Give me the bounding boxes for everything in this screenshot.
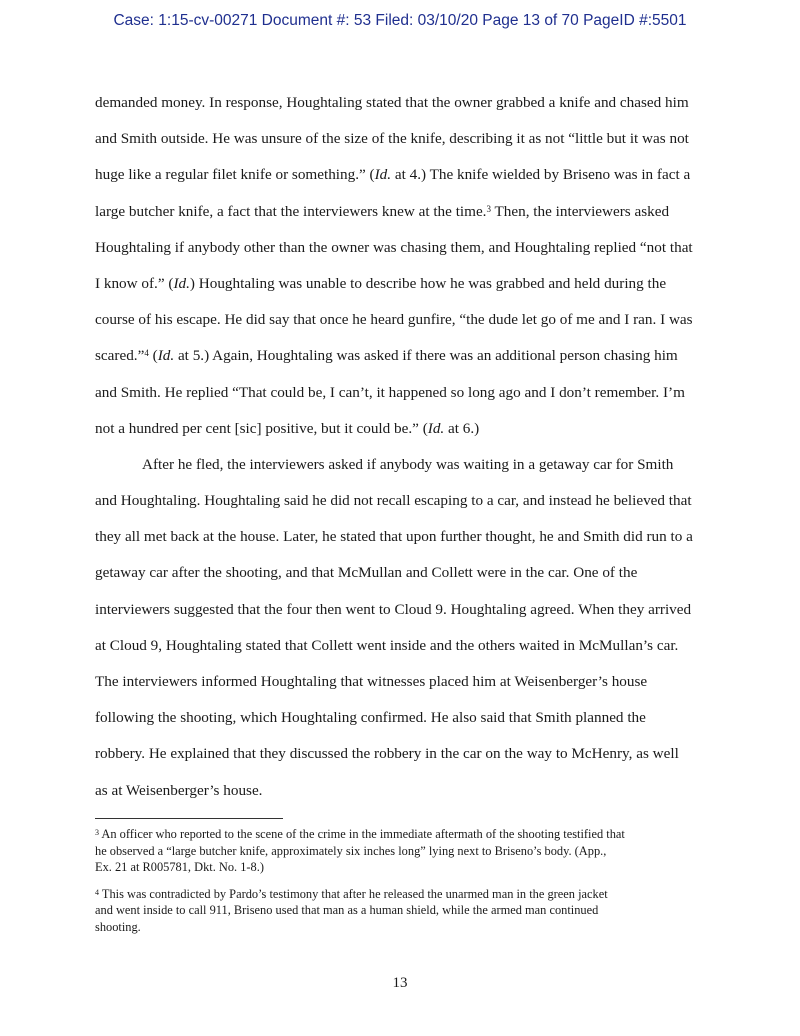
footnote-ref-3[interactable]: 3 xyxy=(486,203,491,214)
case-header: Case: 1:15-cv-00271 Document #: 53 Filed: 03/10/20 Page 13 of 70 PageID #:5501 xyxy=(113,12,687,29)
text-line: getaway car after the shooting, and that McMullan and Collett were in the car. One of the xyxy=(95,564,638,582)
footnote-line: shooting. xyxy=(95,919,141,934)
text-line: not a hundred per cent [sic] positive, but it could be.” (Id. at 6.) xyxy=(95,419,480,437)
text-line: After he fled, the interviewers asked if anybody was waiting in a getaway car for Smith xyxy=(142,455,674,473)
footnote-4 xyxy=(95,886,720,936)
text-line: and Smith outside. He was unsure of the size of the knife, describing it as not “little but it was not xyxy=(95,130,689,148)
text-line: interviewers suggested that the four then went to Cloud 9. Houghtaling agreed. When they arrived xyxy=(95,600,692,618)
footnote-line: and went inside to call 911, Briseno used that man as a human shield, while the armed man continued xyxy=(95,903,599,917)
text-line: and Smith. He replied “That could be, I can’t, it happened so long ago and I don’t remember. I’m xyxy=(95,383,685,401)
footnote-divider xyxy=(95,818,283,819)
text-line: demanded money. In response, Houghtaling stated that the owner grabbed a knife and chased him xyxy=(95,94,689,111)
text-line: scared.”$^4$ (Id. at 5.) Again, Houghtaling was asked if there was an additional person chasing him xyxy=(95,347,678,365)
text-line: as at Weisenberger’s house. xyxy=(95,781,263,799)
page-number: 13 xyxy=(392,975,408,991)
text-line: course of his escape. He did say that once he heard gunfire, “the dude let go of me and I ran. I was xyxy=(95,311,693,329)
text-line: and Houghtaling. Houghtaling said he did not recall escaping to a car, and instead he believed that xyxy=(95,492,692,510)
body-text xyxy=(95,88,720,812)
text-line: they all met back at the house. Later, he stated that upon further thought, he and Smith did run to a xyxy=(95,528,693,546)
text-line: large butcher knife, a fact that the interviewers knew at the time.$^3$ Then, the interviewers asked xyxy=(95,202,670,220)
footnote-line: $^4$ This was contradicted by Pardo’s testimony that after he released the unarmed man in the green jacket xyxy=(95,886,608,901)
text-line: at Cloud 9, Houghtaling stated that Collett went inside and the others waited in McMullan’s car. xyxy=(95,636,679,654)
footnotes xyxy=(95,826,720,945)
footnote-ref-4[interactable]: 4 xyxy=(144,348,149,359)
text-line: following the shooting, which Houghtaling confirmed. He also said that Smith planned the xyxy=(95,709,646,727)
footnote-line: he observed a “large butcher knife, approximately six inches long” lying next to Briseno’s body. (App., xyxy=(95,843,607,858)
text-line: I know of.” (Id.) Houghtaling was unable to describe how he was grabbed and held during the xyxy=(95,274,667,292)
text-line: robbery. He explained that they discussed the robbery in the car on the way to McHenry, as well xyxy=(95,745,679,763)
footnote-line: Ex. 21 at R005781, Dkt. No. 1-8.) xyxy=(95,860,264,874)
text-line: The interviewers informed Houghtaling that witnesses placed him at Weisenberger’s house xyxy=(95,673,648,690)
text-line: huge like a regular filet knife or something.” (Id. at 4.) The knife wielded by Briseno was in fact a xyxy=(95,166,691,184)
footnote-3 xyxy=(95,826,720,876)
footnote-line: $^3$ An officer who reported to the scene of the crime in the immediate aftermath of the shooting testified that xyxy=(95,827,625,841)
text-line: Houghtaling if anybody other than the owner was chasing them, and Houghtaling replied “not that xyxy=(95,238,693,256)
footnote-mark: 4 xyxy=(95,887,99,897)
footnote-mark: 3 xyxy=(95,828,99,837)
